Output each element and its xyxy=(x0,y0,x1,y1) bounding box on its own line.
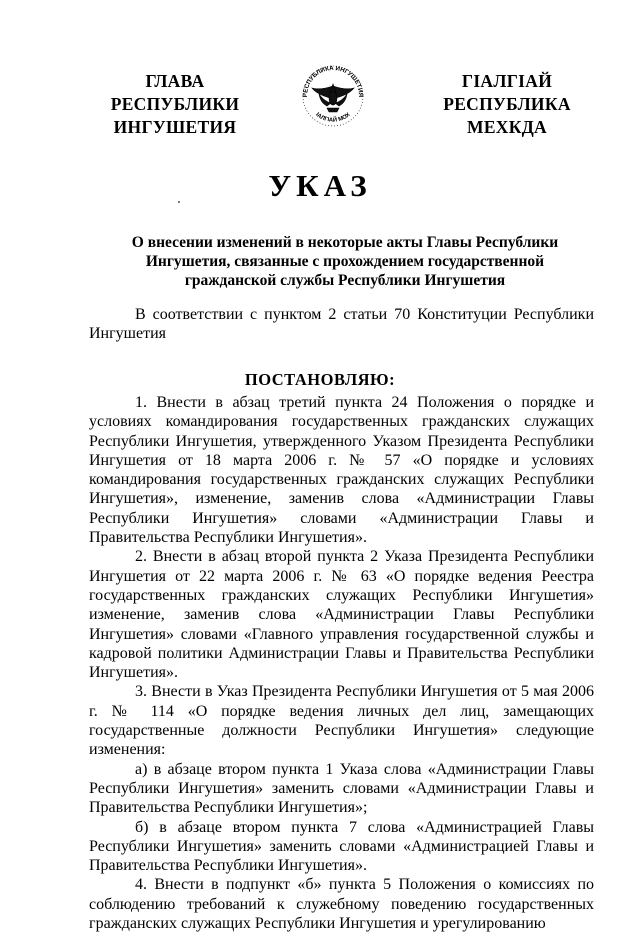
item-4: 4. Внести в подпункт «б» пункта 5 Положения о комиссиях по соблюдению требований к служебному поведению государственных гражданских служащих Республики Ингушетия и урегулированию xyxy=(89,876,594,933)
document-title: УКАЗ xyxy=(268,168,372,203)
republic-emblem-icon xyxy=(297,58,369,130)
emblem-bottom-text: IАЛГIАЙ МОХ xyxy=(314,111,352,124)
item-2: 2. Внести в абзац второй пункта 2 Указа Президента Республики Ингушетия от 22 марта 2006 г. № 63 «О порядке ведения Реестра государственных гражданских служащих Республики Ингушетия» изменение, заменив слова «Администрации Главы Республики Ингушетия» словами «Главного управления государственной службы и кадровой политики Администрации Главы и Правительства Республики Ингушетия». xyxy=(89,548,594,682)
header-right-line-3: МЕХКДА xyxy=(467,117,547,137)
item-3b: б) в абзаце втором пункта 7 слова «Администрацией Главы Республики Ингушетия» заменить словами «Администрацией Главы и Правительства Республики Ингушетия». xyxy=(89,818,594,875)
item-1: 1. Внести в абзац третий пункта 24 Положения о порядке и условиях командирования государственных гражданских служащих Республики Ингушетия, утвержденного Указом Президента Республики Ингушетия от 18 марта 2006 г. № 57 «О порядке и условиях командирования государственных гражданских служащих Республики Ингушетия», изменение, заменив слова «Администрации Главы Республики Ингушетия» словами «Администрации Главы и Правительства Республики Ингушетия». xyxy=(89,394,594,547)
scan-speck xyxy=(178,201,180,203)
header-left-line-2: РЕСПУБЛИКИ xyxy=(110,94,240,114)
decree-items xyxy=(89,393,594,933)
item-3: 3. Внести в Указ Президента Республики Ингушетия от 5 мая 2006 г. № 114 «О порядке ведения личных дел лиц, замещающих государственные должности Республики Ингушетия» следующие изменения: xyxy=(89,683,594,759)
header-left-line-1: ГЛАВА xyxy=(145,71,205,91)
decree-heading: ПОСТАНОВЛЯЮ: xyxy=(244,370,396,389)
page-bottom-edge xyxy=(0,894,640,905)
item-3a: а) в абзаце втором пункта 1 Указа слова «Администрации Главы Республики Ингушетия» заменить словами «Администрации Главы и Правительства Республики Ингушетия»; xyxy=(89,760,594,817)
intro-paragraph xyxy=(89,305,594,344)
header-left-russian xyxy=(100,70,250,139)
intro-text: В соответствии с пунктом 2 статьи 70 Конституции Республики Ингушетия xyxy=(89,306,594,343)
decree-subject: О внесении изменений в некоторые акты Главы Республики Ингушетия, связанные с прохождением государственной гражданской службы Республики Ингушетия xyxy=(131,234,559,289)
header-right-line-2: РЕСПУБЛИКА xyxy=(443,94,571,114)
emblem-top-text: РЕСПУБЛИКА ИНГУШЕТИЯ xyxy=(301,64,365,98)
header-right-line-1: ГIАЛГIАЙ xyxy=(461,71,553,91)
header-left-line-3: ИНГУШЕТИЯ xyxy=(113,117,237,137)
header-right-ingush xyxy=(432,70,582,139)
